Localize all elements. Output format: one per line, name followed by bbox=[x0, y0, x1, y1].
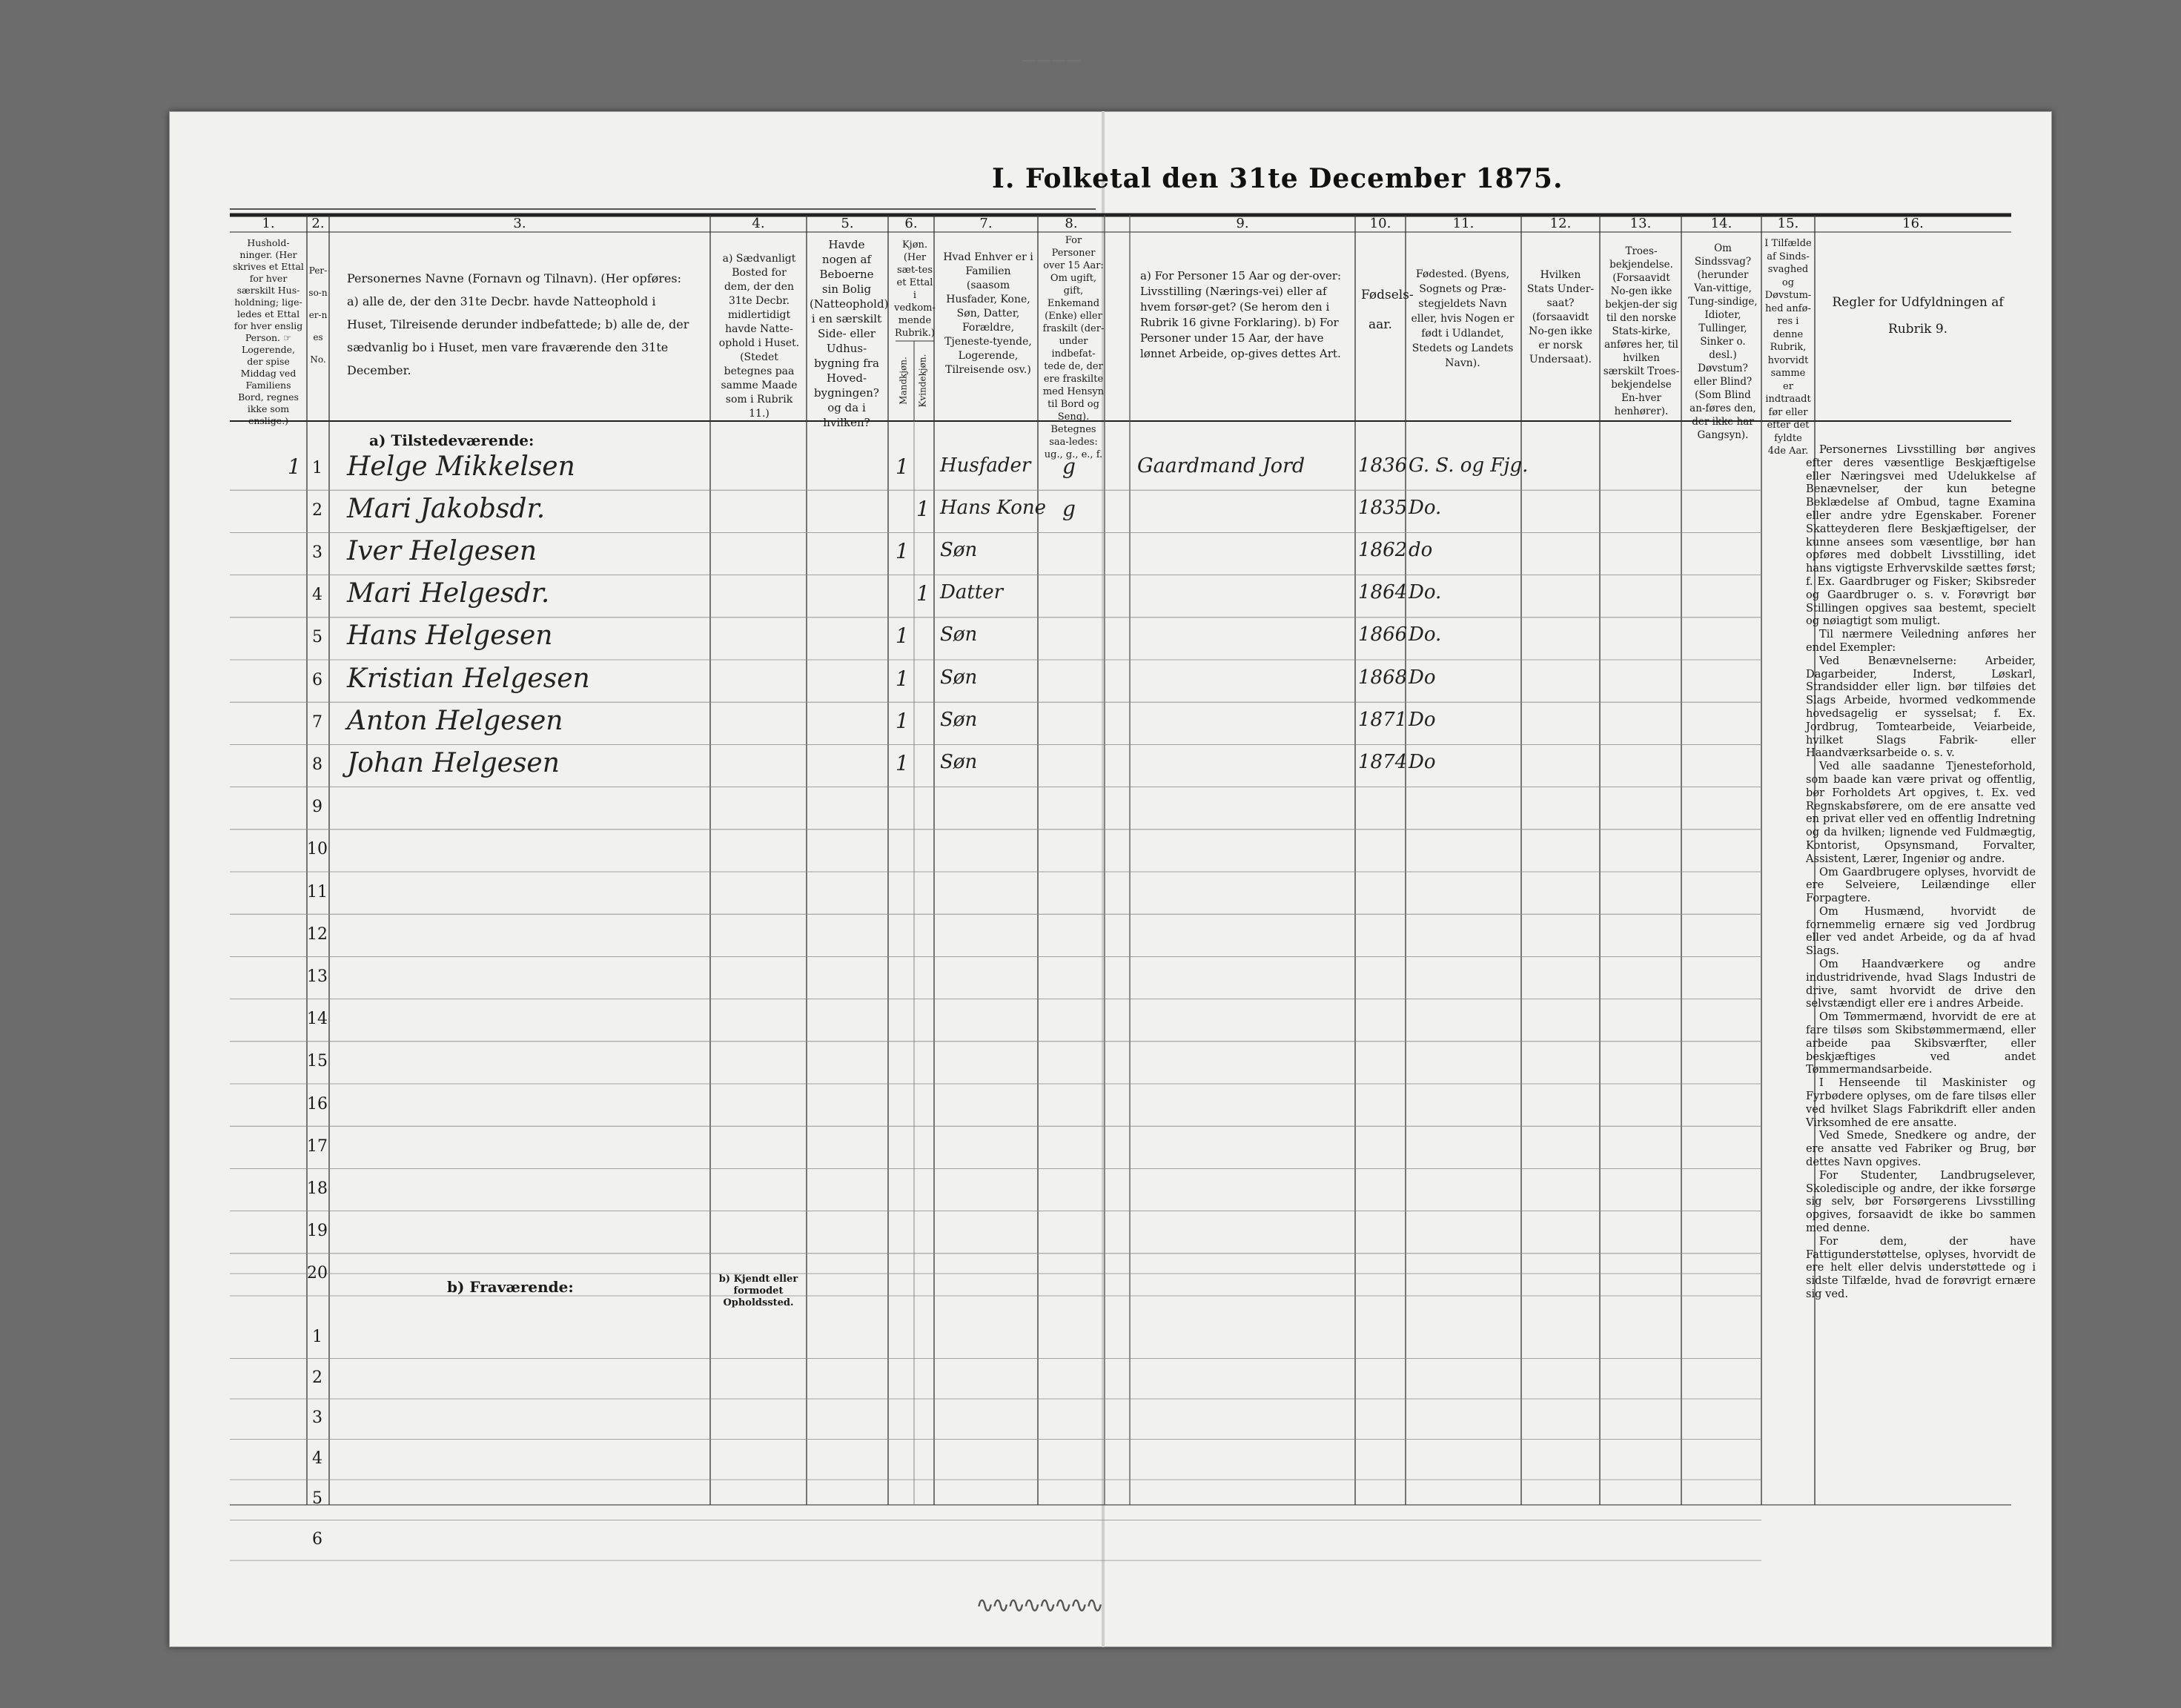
male-mark: 1 bbox=[896, 539, 909, 563]
birthplace: Do. bbox=[1409, 623, 1442, 646]
person-name: Helge Mikkelsen bbox=[347, 451, 575, 482]
rule-paragraph: For Studenter, Landbrugselever, Skoledisciple og andre, der ikke forsørge sig selv, bør Forsørgerens Livsstilling opgives, forsaavidt de ikke bo sammen med denne. bbox=[1806, 1168, 2036, 1235]
row-number: 18 bbox=[307, 1179, 328, 1198]
header-col6-female: Kvindekjøn. bbox=[917, 354, 928, 408]
top-pencil-mark: ———— bbox=[1022, 50, 1081, 68]
row-number: 7 bbox=[312, 712, 322, 732]
header-col15: I Tilfælde af Sinds-svaghed og Døvstum-hed anfø-res i denne Rubrik, hvorvidt samme er indtraadt før eller efter det fyldte 4de Aar. bbox=[1764, 238, 1812, 457]
birthplace: Do bbox=[1409, 708, 1436, 731]
marital-status: g bbox=[1062, 496, 1076, 521]
header-col2: Per-so-ner-nes No. bbox=[308, 265, 328, 365]
rule-paragraph: Til nærmere Veiledning anføres her endel Exempler: bbox=[1806, 628, 2036, 654]
header-col12: Hvilken Stats Under-saat? (forsaavidt No-gen ikke er norsk Undersaat). bbox=[1526, 269, 1595, 365]
row-number: 3 bbox=[312, 543, 322, 562]
rule-paragraph: I Henseende til Maskinister og Fyrbødere oplyses, om de fare tilsøs eller ved hvilket Slags Fabrikdrift eller anden Virksomhed de ere ansatte. bbox=[1806, 1076, 2036, 1129]
birth-year: 1835 bbox=[1358, 496, 1408, 519]
column-number: 2. bbox=[311, 216, 325, 231]
person-name: Mari Jakobsdr. bbox=[347, 493, 546, 524]
person-name: Hans Helgesen bbox=[347, 620, 553, 652]
header-col16: Regler for Udfyldningen af Rubrik 9. bbox=[1832, 295, 2004, 337]
birth-year: 1871 bbox=[1358, 708, 1408, 731]
header-col6-male: Mandkjøn. bbox=[898, 357, 909, 405]
row-number: 12 bbox=[307, 924, 328, 944]
column-number: 14. bbox=[1710, 216, 1732, 231]
row-number: 5 bbox=[312, 628, 322, 647]
header-col6: Kjøn. (Her sæt-tes et Ettal i vedkom-mende Rubrik.) bbox=[894, 239, 936, 339]
rubric-16-rules bbox=[1806, 443, 2036, 1301]
row-number: 20 bbox=[307, 1264, 328, 1283]
column-number: 7. bbox=[979, 216, 993, 231]
birth-year: 1866 bbox=[1358, 623, 1408, 646]
header-col14: Om Sindssvag? (herunder Van-vittige, Tung-sindige, Idioter, Tullinger, Sinker o. desl.) Døvstum? eller Blind? (Som Blind an-føres den, der ikke har Gangsyn). bbox=[1688, 242, 1758, 441]
rule-paragraph: Personernes Livsstilling bør angives efter deres væsentlige Beskjæftigelse eller Næringsvei med Udelukkelse af Benævnelser, der kun betegne Beklædelse af Ombud, tagne Examina eller andre ydre Egenskaber. Forener Skatteyderen flere Beskjæftigelser, der kunne ansees som væsentlige, bør han opføres med dobbelt Livsstilling, idet hans vigtigste Erhvervskilde sættes først; f. Ex. Gaardbruger og Fisker; Skibsreder og Gaardbruger o. s. v. Forøvrigt bør Stillingen opgives saa bestemt, specielt og nøiagtigt som muligt. bbox=[1806, 443, 2036, 628]
header-col7: Hvad Enhver er i Familien (saasom Husfader, Kone, Søn, Datter, Forældre, Tjeneste-tyende, Logerende, Tilreisende osv.) bbox=[943, 251, 1033, 376]
column-number: 5. bbox=[841, 216, 854, 231]
birth-year: 1836 bbox=[1358, 454, 1408, 477]
male-mark: 1 bbox=[896, 454, 909, 479]
rule-paragraph: Om Tømmermænd, hvorvidt de ere at fare tilsøs som Skibstømmermænd, eller arbeide paa Skibsværfter, eller beskjæftiges ved andet Tømmermandsarbeide. bbox=[1806, 1010, 2036, 1076]
rule-paragraph: Ved alle saadanne Tjenesteforhold, som baade kan være privat og offentlig, bør Forholdets Art opgives, t. Ex. ved Regnskabsførere, om de ere ansatte ved en privat eller ved en offentlig Indretning og da hvilken; lignende ved Fuldmægtig, Kontorist, Opsynsmand, Forvalter, Assistent, Lærer, Ingeniør og andre. bbox=[1806, 760, 2036, 865]
occupation: Gaardmand Jord bbox=[1137, 454, 1305, 477]
column-number: 1. bbox=[262, 216, 275, 231]
female-mark: 1 bbox=[916, 496, 930, 521]
row-number: 19 bbox=[307, 1222, 328, 1241]
family-relation: Søn bbox=[940, 539, 978, 561]
row-number: 13 bbox=[307, 967, 328, 986]
birth-year: 1874 bbox=[1358, 751, 1408, 773]
birthplace: G. S. og Fjg. bbox=[1409, 454, 1529, 477]
absent-row-number: 5 bbox=[312, 1489, 322, 1509]
absent-row-number: 6 bbox=[312, 1529, 322, 1549]
family-relation: Søn bbox=[940, 708, 978, 731]
row-number: 11 bbox=[307, 882, 328, 901]
row-number: 4 bbox=[312, 586, 322, 605]
birth-year: 1868 bbox=[1358, 666, 1408, 689]
row-number: 9 bbox=[312, 798, 322, 817]
header-col10: Fødsels-aar. bbox=[1361, 288, 1414, 332]
birth-year: 1862 bbox=[1358, 539, 1408, 561]
header-col11: Fødested. (Byens, Sognets og Præ-stegjeldets Navn eller, hvis Nogen er født i Udlandet, Stedets og Landets Navn). bbox=[1411, 268, 1515, 369]
rule-paragraph: For dem, der have Fattigunderstøttelse, oplyses, hvorvidt de ere helt eller delvis understøttede og i sidste Tilfælde, hvad de forøvrigt ernære sig ved. bbox=[1806, 1234, 2036, 1300]
header-col13: Troes-bekjendelse. (Forsaavidt No-gen ikke bekjen-der sig til den norske Stats-kirke, anføres her, til hvilken særskilt Troes-bekjendelse En-hver henhører). bbox=[1603, 245, 1680, 417]
row-number: 16 bbox=[307, 1094, 328, 1113]
person-name: Kristian Helgesen bbox=[347, 663, 590, 694]
row-number: 6 bbox=[312, 670, 322, 689]
birthplace: do bbox=[1409, 539, 1433, 561]
column-number: 6. bbox=[904, 216, 918, 231]
rule-paragraph: Om Haandværkere og andre industridrivende, hvad Slags Industri de drive, samt hvorvidt de drive den selvstændigt eller ere i andres Arbeide. bbox=[1806, 958, 2036, 1010]
header-col1: Hushold-ninger. (Her skrives et Ettal for hver særskilt Hus-holdning; lige-ledes et Ettal for hver enslig Person. ☞ Logerende, der spise Middag ved Familiens Bord, regnes ikke som enslige.) bbox=[233, 237, 304, 426]
family-relation: Søn bbox=[940, 623, 978, 646]
column-number: 12. bbox=[1549, 216, 1572, 231]
column-number: 10. bbox=[1369, 216, 1391, 231]
absent-row-number: 4 bbox=[312, 1449, 322, 1468]
household-mark: 1 bbox=[288, 454, 301, 479]
female-mark: 1 bbox=[916, 581, 930, 606]
column-number: 9. bbox=[1236, 216, 1249, 231]
rule-paragraph: Om Husmænd, hvorvidt de fornemmelig ernære sig ved Jordbrug eller ved andet Arbeide, og da af hvad Slags. bbox=[1806, 904, 2036, 958]
section-b-col4-label: b) Kjendt eller formodet Opholdssted. bbox=[718, 1274, 798, 1308]
header-col5: Havde nogen af Beboerne sin Bolig (Natteophold) i en særskilt Side- eller Udhus-bygning fra Hoved-bygningen? og da i hvilken? bbox=[810, 238, 889, 429]
family-relation: Søn bbox=[940, 751, 978, 773]
section-b-label: b) Fraværende: bbox=[447, 1278, 574, 1296]
row-number: 14 bbox=[307, 1010, 328, 1029]
column-number: 4. bbox=[752, 216, 765, 231]
person-name: Anton Helgesen bbox=[347, 705, 563, 736]
page-title: I. Folketal den 31te December 1875. bbox=[992, 163, 1563, 194]
header-col3: Personernes Navne (Fornavn og Tilnavn). (Her opføres: a) alle de, der den 31te Decbr. havde Natteophold i Huset, Tilreisende derunder indbefattede; b) alle de, der sædvanlig bo i Huset, men vare fraværende den 31te December. bbox=[347, 271, 689, 377]
column-number: 3. bbox=[513, 216, 526, 231]
rule-paragraph: Ved Benævnelserne: Arbeider, Dagarbeider, Inderst, Løskarl, Strandsidder eller lign. bør tilføies det Slags Arbeide, hvormed vedkommende hovedsagelig er sysselsat; f. Ex. Jordbrug, Tomtearbeide, Veiarbeide, hvilket Slags Fabrik- eller Haandværksarbeide o. s. v. bbox=[1806, 654, 2036, 760]
male-mark: 1 bbox=[896, 708, 909, 733]
column-number: 16. bbox=[1902, 216, 1924, 231]
column-number: 15. bbox=[1777, 216, 1799, 231]
rule-paragraph: Om Gaardbrugere oplyses, hvorvidt de ere Selveiere, Leilændinge eller Forpagtere. bbox=[1806, 865, 2036, 905]
column-number: 11. bbox=[1452, 216, 1475, 231]
absent-row-number: 2 bbox=[312, 1368, 322, 1387]
absent-row-number: 1 bbox=[312, 1328, 322, 1347]
section-a-label: a) Tilstedeværende: bbox=[369, 431, 535, 449]
birth-year: 1864 bbox=[1358, 581, 1408, 604]
row-number: 15 bbox=[307, 1052, 328, 1071]
family-relation: Hans Kone bbox=[940, 496, 1047, 519]
header-col8: For Personer over 15 Aar: Om ugift, gift, Enkemand (Enke) eller fraskilt (der-under indbefat-tede de, der ere fraskilte med Hensyn til Bord og Seng). Betegnes saa-ledes: ug., g., e., f. bbox=[1042, 235, 1105, 460]
census-sheet bbox=[169, 50, 2052, 1647]
bottom-scribble: ∿∿∿∿∿∿∿∿ bbox=[976, 1592, 1102, 1618]
family-relation: Husfader bbox=[940, 454, 1031, 477]
person-name: Mari Helgesdr. bbox=[347, 578, 550, 609]
male-mark: 1 bbox=[896, 666, 909, 691]
person-name: Johan Helgesen bbox=[347, 748, 560, 778]
header-col4: a) Sædvanligt Bosted for dem, der den 31te Decbr. midlertidigt havde Natte-ophold i Huset. (Stedet betegnes paa samme Maade som i Rubrik 11.) bbox=[718, 253, 800, 420]
column-number: 8. bbox=[1065, 216, 1078, 231]
family-relation: Datter bbox=[940, 581, 1004, 604]
person-name: Iver Helgesen bbox=[347, 536, 537, 566]
male-mark: 1 bbox=[896, 623, 909, 649]
header-col9: a) For Personer 15 Aar og der-over: Livsstilling (Nærings-vei) eller af hvem forsør-get? (Se herom den i Rubrik 16 givne Forklaring). b) For Personer under 15 Aar, der have lønnet Arbeide, op-gives dettes Art. bbox=[1140, 269, 1342, 360]
row-number: 10 bbox=[307, 840, 328, 859]
row-number: 2 bbox=[312, 500, 322, 520]
absent-row-number: 3 bbox=[312, 1409, 322, 1428]
column-number: 13. bbox=[1629, 216, 1652, 231]
row-number: 1 bbox=[312, 458, 322, 477]
birthplace: Do bbox=[1409, 666, 1436, 689]
marital-status: g bbox=[1062, 454, 1076, 479]
birthplace: Do. bbox=[1409, 581, 1442, 604]
birthplace: Do bbox=[1409, 751, 1436, 773]
rule-paragraph: Ved Smede, Snedkere og andre, der ere ansatte ved Fabriker og Brug, bør dettes Navn opgives. bbox=[1806, 1129, 2036, 1169]
family-relation: Søn bbox=[940, 666, 978, 689]
row-number: 8 bbox=[312, 755, 322, 774]
row-number: 17 bbox=[307, 1136, 328, 1156]
male-mark: 1 bbox=[896, 751, 909, 775]
birthplace: Do. bbox=[1409, 496, 1442, 519]
